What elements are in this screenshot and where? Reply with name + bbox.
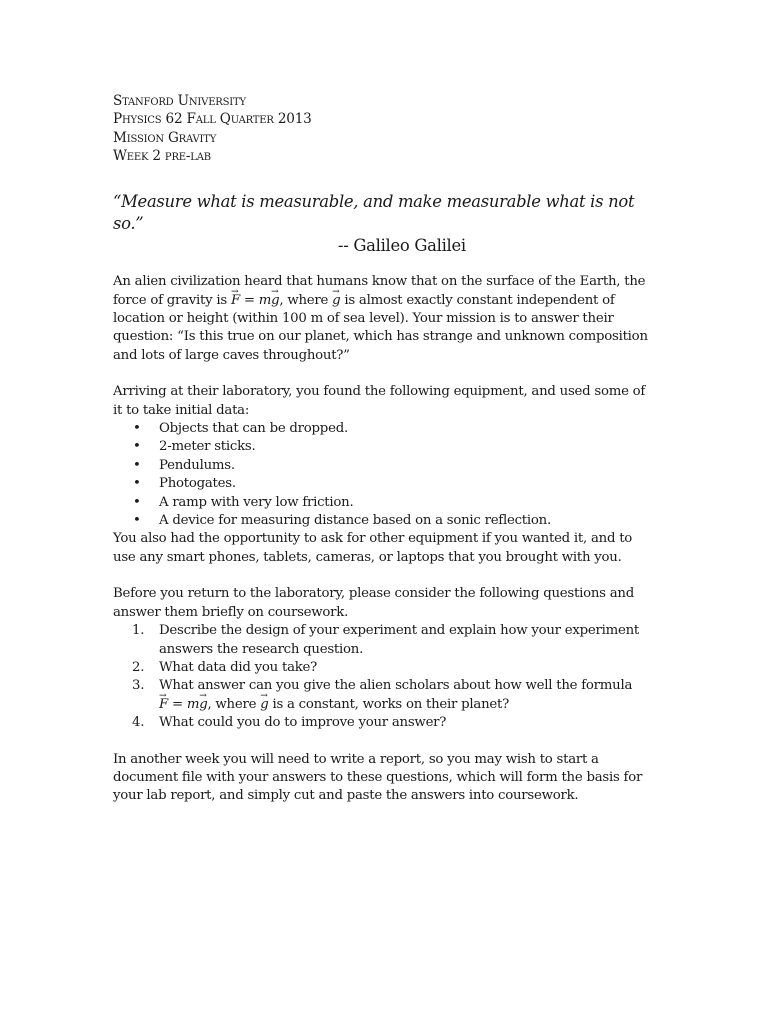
equipment-list: [113, 420, 658, 530]
g-symbol: → g: [332, 292, 340, 310]
list-item: • Pendulums.: [133, 457, 235, 473]
intro-text-3: is almost exactly constant independent of location or height (within 100 m of sea level). Your mission is to answer their question: “Is this true on our planet, which has strange and unknown composition and lots of large caves throughout?”: [113, 292, 648, 363]
force-formula: → F = m→ g: [231, 293, 279, 308]
epigraph-attribution: -- Galileo Galilei: [338, 236, 466, 256]
list-item: • Photogates.: [133, 476, 236, 492]
intro-text-1: An alien civilization heard that humans know that on the surface of the Earth, the force of gravity is: [113, 274, 646, 308]
list-item: • A ramp with very low friction.: [133, 494, 354, 510]
intro-paragraph: [113, 273, 658, 365]
list-item: 2. What data did you take?: [132, 659, 318, 675]
header-course: Physics 62 Fall Quarter 2013: [113, 111, 312, 128]
list-item: 1. Describe the design of your experiment and explain how your experiment answers the research question.: [132, 623, 639, 657]
list-item: • Objects that can be dropped.: [133, 421, 348, 437]
equipment-outro: You also had the opportunity to ask for other equipment if you wanted it, and to use any smart phones, tablets, cameras, or laptops that you brought with you.: [113, 531, 633, 565]
g-symbol: → g: [260, 696, 268, 714]
equipment-intro: Arriving at their laboratory, you found the following equipment, and used some of it to take initial data:: [113, 384, 646, 418]
epigraph-quote: “Measure what is measurable, and make measurable what is not so.”: [113, 192, 635, 234]
list-item: 4. What could you do to improve your answer?: [132, 715, 447, 731]
questions-intro: Before you return to the laboratory, please consider the following questions and answer them briefly on coursework.: [113, 586, 634, 620]
document-content: [113, 92, 658, 806]
force-formula: → F = m→ g: [159, 697, 207, 712]
document-header: [113, 92, 658, 165]
list-item: • A device for measuring distance based on a sonic reflection.: [133, 513, 551, 529]
header-university: Stanford University: [113, 93, 246, 109]
intro-text-2: , where: [279, 292, 333, 308]
header-week: Week 2 pre-lab: [113, 147, 211, 164]
list-item: • 2-meter sticks.: [133, 439, 256, 455]
list-item: 3. What answer can you give the alien scholars about how well the formula → F = m→ g, where → g is a constant, works on their planet?: [159, 677, 658, 714]
questions-list: [113, 622, 658, 732]
closing-paragraph: In another week you will need to write a report, so you may wish to start a document file with your answers to these questions, which will form the basis for your lab report, and simply cut and paste the answers into coursework.: [113, 751, 643, 804]
header-mission: Mission Gravity: [113, 129, 217, 146]
